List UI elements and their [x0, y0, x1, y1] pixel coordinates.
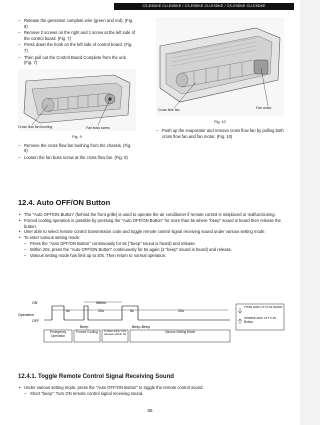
figure-10-illustration — [156, 18, 284, 116]
model-banner: CS-E9DKE CU-E9DKE / CS-E9DKE CU-E9DKE / CS-E9DKE CU-E9DKE — [114, 3, 294, 10]
section-12-4-body — [18, 212, 284, 258]
timing-diagram-svg — [18, 298, 286, 358]
left-step: – Remove the cross flow fan bushing from the chassis. (Fig. 9) — [18, 143, 136, 154]
fig10-label-motor: Fan motor — [256, 106, 272, 110]
figure-9 — [18, 69, 136, 131]
mode-emergency: Emergency Operation — [49, 330, 67, 338]
right-column — [156, 18, 284, 140]
right-steps-list — [156, 128, 284, 139]
timing-diagram — [18, 298, 286, 358]
legend-release: Release Auto OFF/ON Button — [244, 317, 276, 324]
bullet-item: • User able to select remote control transmission code and toggle remote control signal receiving sound under various setting mode. — [18, 229, 284, 235]
figure-10 — [156, 18, 284, 116]
left-step: – Loosen the fan boss screw at the cross flow fan. (Fig. 9) — [18, 155, 136, 161]
fig9-label-screw: Fan boss screw — [86, 125, 110, 130]
section-title-auto-off-on: 12.4. Auto OFF/ON Button — [18, 198, 111, 207]
legend-press: Press Auto OFF/ON Button — [244, 306, 283, 309]
timing-beep1: Beep — [80, 325, 89, 329]
bullet-item: • To enter various setting mode: — [18, 235, 284, 241]
bullet-list — [18, 212, 284, 241]
sub-bullet-item: – Within 20s, press the "Auto OFF/ON Button" continuously for 5s again (2 "beep" sound is heard) and release. — [24, 247, 284, 253]
timing-t1: 5s — [66, 309, 70, 313]
timing-within-label: Within — [96, 301, 106, 305]
timing-off-label: OFF — [32, 319, 40, 323]
fig9-label-bushing: Cross flow fan bushing — [18, 124, 53, 129]
left-step: – Press down the hook on the left side of control board. (Fig. 7) — [18, 42, 136, 53]
timing-t4: 20s — [178, 309, 184, 313]
mode-forced-cooling: Forced Cooling — [76, 330, 98, 334]
timing-beep2: Beep-Beep — [132, 325, 150, 329]
sub-bullet-item: – Short "beep": Turn ON remote control signal receiving sound. — [24, 391, 284, 397]
bullet-item: • Under various setting mode, press the "Auto OFF/ON Button" to toggle the remote control sound. — [18, 385, 284, 391]
left-steps-list — [18, 18, 136, 66]
fig10-label-fan: Cross flow fan — [158, 108, 180, 112]
sub-bullet-list — [18, 391, 284, 397]
timing-t2: 20s — [98, 309, 104, 313]
left-column — [18, 18, 136, 162]
mode-auto-release: If Auto OFF/ ON release within 5s — [103, 330, 127, 337]
timing-operation-label: Operation — [18, 313, 34, 317]
fig10-caption: Fig. 10 — [214, 120, 226, 124]
timing-t3: 5s — [130, 309, 134, 313]
bullet-item: • Forced cooling operation is possible by pressing the "Auto OFF/ON Button" for more than 5s where "beep" sound is heard then release the button. — [18, 218, 284, 230]
mode-various-setting: Various Setting Mode — [164, 330, 196, 334]
sub-bullet-list — [18, 241, 284, 258]
figure-9-illustration — [18, 69, 136, 131]
fig9-caption: Fig. 9 — [72, 134, 82, 139]
bullet-item: • The "Auto OFF/ON Button" (behind the front grille) is used to operate the air conditioner if remote control is misplaced or malfunctioning. — [18, 212, 284, 218]
left-steps-after-list — [18, 143, 136, 161]
left-step: – Release the generator complete wire (green and red). (Fig. 8) — [18, 18, 136, 29]
left-step: – Then pull out the Control Board Complete from the unit. (Fig. 7) — [18, 55, 136, 66]
section-12-4-1-body — [18, 385, 284, 397]
timing-on-label: ON — [32, 301, 38, 305]
left-step: – Remove 2 screws on the right and 1 screw at the left side of the control board. (Fig. 7) — [18, 30, 136, 41]
sub-bullet-item: – Press the "Auto OFF/ON Button" continuously for 5s ("beep" sound is heard) and release. — [24, 241, 284, 247]
sub-bullet-item: – Various setting mode has limit up to 20s. Then return to normal operation. — [24, 253, 284, 259]
section-title-toggle-sound: 12.4.1. Toggle Remote Control Signal Receiving Sound — [18, 374, 174, 380]
page-number: 65 — [147, 408, 153, 413]
right-step: – Push up the evaporator and remove cross flow fan by pulling both cross flow fan and fan motor. (Fig. 10) — [156, 128, 284, 139]
